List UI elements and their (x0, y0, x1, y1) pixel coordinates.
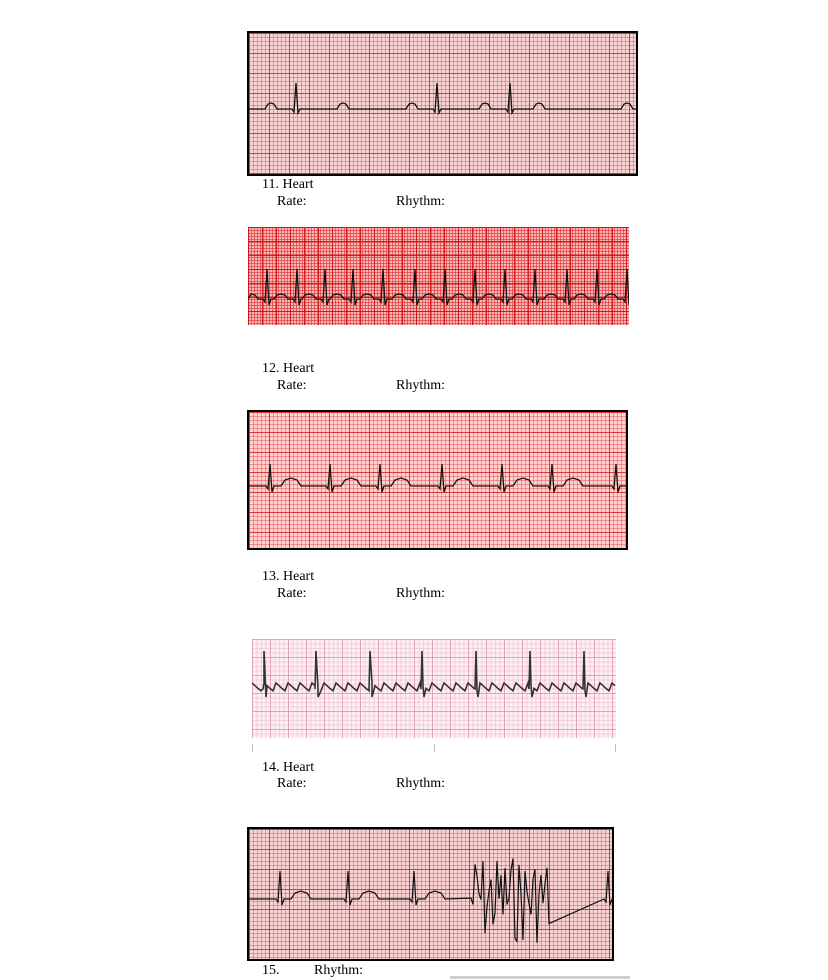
ecg-strip-13 (247, 410, 628, 550)
ecg-trace-12 (248, 227, 629, 325)
cropped-text-fragment (450, 976, 630, 979)
ecg-strip-12 (248, 227, 629, 325)
ecg-strip-15 (247, 827, 614, 961)
time-tick (615, 744, 616, 752)
ecg-trace-13 (249, 412, 626, 548)
strip-13-rate-label: Rate: (277, 586, 307, 601)
time-tick (252, 744, 253, 752)
ecg-trace-14 (252, 639, 616, 738)
strip-12-rhythm-label: Rhythm: (396, 378, 446, 393)
strip-12-title: 12. Heart (262, 361, 315, 376)
ecg-strip-14 (252, 639, 616, 738)
ecg-trace-11 (249, 33, 636, 174)
ecg-strip-11 (247, 31, 638, 176)
strip-13-rhythm-label: Rhythm: (396, 586, 446, 601)
time-tick (434, 744, 435, 752)
strip-14-rate-label: Rate: (277, 776, 307, 791)
strip-14-rhythm-label: Rhythm: (396, 776, 446, 791)
strip-15-rhythm-label: Rhythm: (314, 963, 364, 978)
strip-14-title: 14. Heart (262, 760, 315, 775)
strip-11-rhythm-label: Rhythm: (396, 194, 446, 209)
ecg-trace-15 (249, 829, 612, 959)
strip-13-title: 13. Heart (262, 569, 315, 584)
strip-15-title: 15. (262, 963, 280, 978)
strip-11-title: 11. Heart (262, 177, 314, 192)
strip-11-rate-label: Rate: (277, 194, 307, 209)
strip-12-rate-label: Rate: (277, 378, 307, 393)
